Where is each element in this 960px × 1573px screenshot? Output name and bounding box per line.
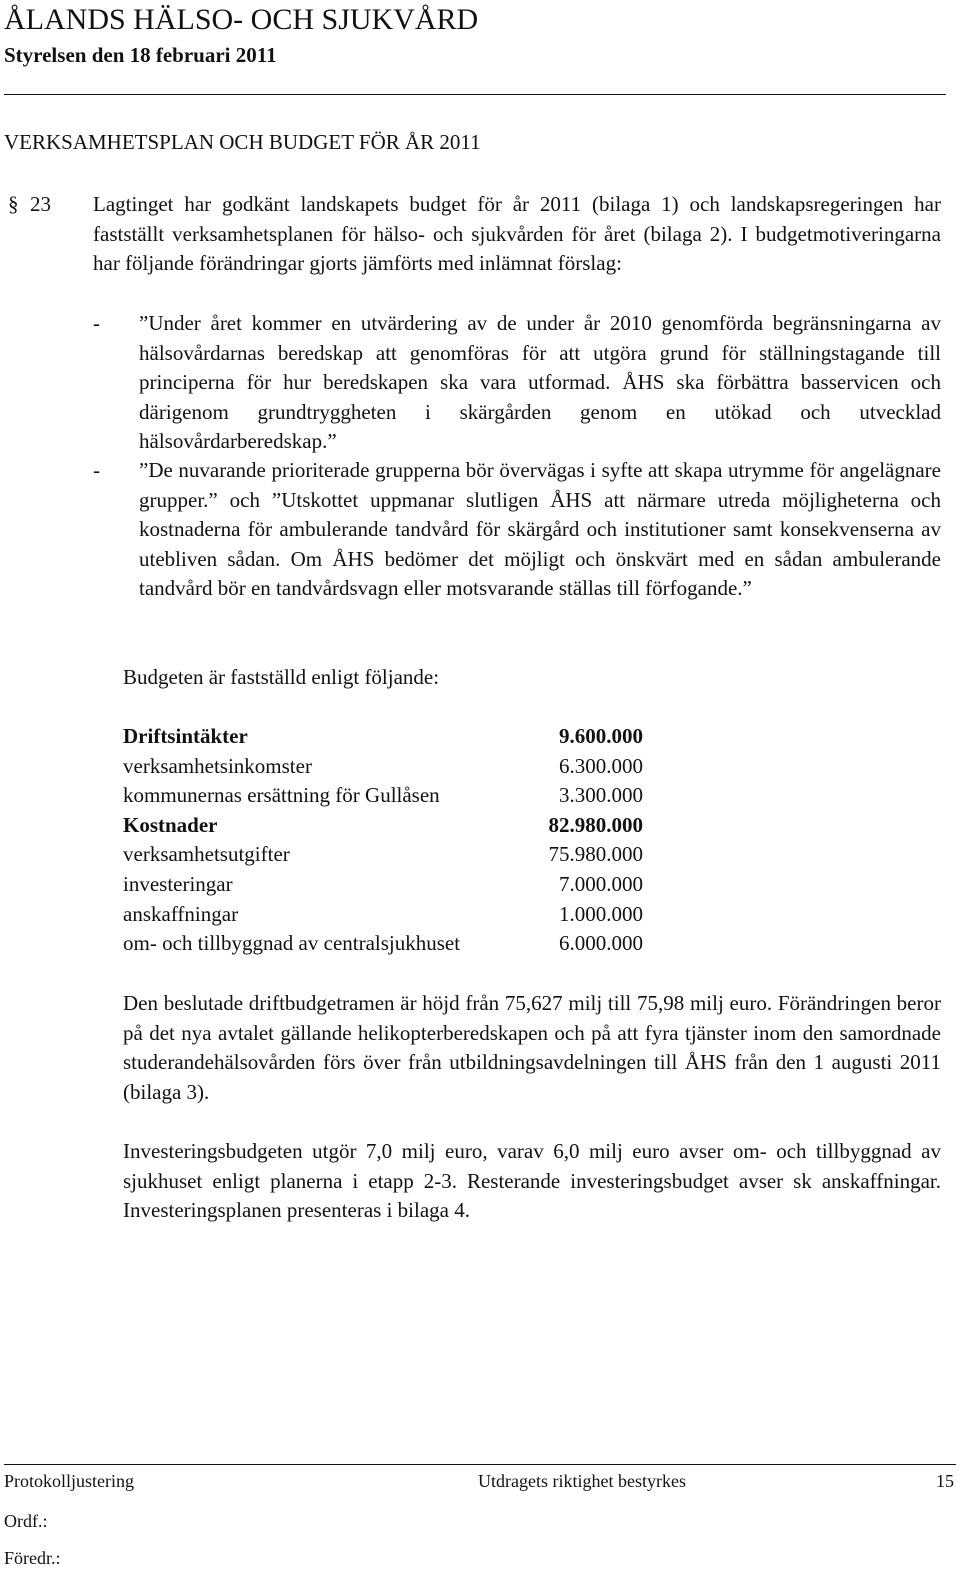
budget-table xyxy=(123,722,643,959)
budget-amount: 6.000.000 xyxy=(559,931,643,956)
bullet-text: ”Under året kommer en utvärdering av de under år 2010 genomförda begränsningarna av hälsovårdarnas beredskap att genomföras för att utgöra grund för ställningstagande till principerna för hur beredskapen ska vara utformad. ÅHS ska förbättra basservicen och därigenom grundtryggheten i skärgården genom en utökad och utvecklad hälsovårdarberedskap.” xyxy=(139,311,941,454)
budget-amount: 6.300.000 xyxy=(559,753,643,778)
bullet-marker: - xyxy=(93,458,100,482)
budget-amount: 7.000.000 xyxy=(559,871,643,896)
budget-amount: 3.300.000 xyxy=(559,783,643,808)
budget-label: verksamhetsutgifter xyxy=(123,842,290,867)
budget-row xyxy=(123,929,643,959)
budget-label: om- och tillbyggnad av centralsjukhuset xyxy=(123,931,461,956)
page-number: 15 xyxy=(936,1471,954,1491)
paragraph-sign: § xyxy=(8,192,19,216)
footer-foredr: Föredr.: xyxy=(4,1548,61,1568)
budget-label: Kostnader xyxy=(123,812,218,837)
budget-row xyxy=(123,840,643,870)
footer-ordf: Ordf.: xyxy=(4,1511,48,1531)
budget-label: Driftsintäkter xyxy=(123,724,248,748)
footer-protokolljustering: Protokolljustering xyxy=(4,1471,134,1491)
budget-amount: 82.980.000 xyxy=(548,812,643,837)
organization-name: ÅLANDS HÄLSO- OCH SJUKVÅRD xyxy=(4,3,479,36)
budget-label: investeringar xyxy=(123,871,233,896)
budget-label: anskaffningar xyxy=(123,901,239,926)
budget-label: verksamhetsinkomster xyxy=(123,753,312,778)
budget-amount: 75.980.000 xyxy=(548,842,643,867)
budget-amount: 9.600.000 xyxy=(559,724,643,748)
paragraph-number: 23 xyxy=(30,192,51,216)
section-title: VERKSAMHETSPLAN OCH BUDGET FÖR ÅR 2011 xyxy=(4,130,481,154)
budget-row xyxy=(123,781,643,811)
budget-row xyxy=(123,811,643,841)
drift-paragraph: Den beslutade driftbudgetramen är höjd från 75,627 milj till 75,98 milj euro. Förändringen beror på det nya avtalet gällande helikopterberedskapen och på att fyra tjänster inom den samordnade studerandehälsovården förs över från utbildningsavdelningen till ÅHS från den 1 augusti 2011 (bilaga 3). xyxy=(123,991,941,1104)
footer-rule xyxy=(4,1464,956,1465)
meeting-date: Styrelsen den 18 februari 2011 xyxy=(4,43,277,67)
budget-row xyxy=(123,752,643,782)
intro-paragraph: Lagtinget har godkänt landskapets budget för år 2011 (bilaga 1) och landskapsregeringen har fastställt verksamhetsplanen för hälso- och sjukvården för året (bilaga 2). I budgetmotiveringarna har följande förändringar gjorts jämförts med inlämnat förslag: xyxy=(93,192,941,276)
budget-amount: 1.000.000 xyxy=(559,901,643,926)
budget-row xyxy=(123,870,643,900)
footer-attestation: Utdragets riktighet bestyrkes xyxy=(478,1471,686,1491)
bullet-text: ”De nuvarande prioriterade grupperna bör övervägas i syfte att skapa utrymme för angelägnare grupper.” och ”Utskottet uppmanar slutligen ÅHS att närmare utreda möjligheterna och kostnaderna för ambulerande tandvård för skärgård och institutioner samt konsekvenserna av utebliven sådan. Om ÅHS bedömer det möjligt och önskvärt med en sådan ambulerande tandvård bör en tandvårdsvagn eller motsvarande ställas till förfogande.” xyxy=(139,458,941,601)
bullet-marker: - xyxy=(93,311,100,335)
budget-row xyxy=(123,722,643,752)
header-rule xyxy=(4,94,946,95)
investment-paragraph: Investeringsbudgeten utgör 7,0 milj euro, varav 6,0 milj euro avser om- och tillbyggnad av sjukhuset enligt planerna i etapp 2-3. Resterande investeringsbudget avser sk anskaffningar. Investeringsplanen presenteras i bilaga 4. xyxy=(123,1139,941,1223)
budget-row xyxy=(123,900,643,930)
budget-label: kommunernas ersättning för Gullåsen xyxy=(123,783,440,808)
budget-intro: Budgeten är fastställd enligt följande: xyxy=(123,665,440,689)
